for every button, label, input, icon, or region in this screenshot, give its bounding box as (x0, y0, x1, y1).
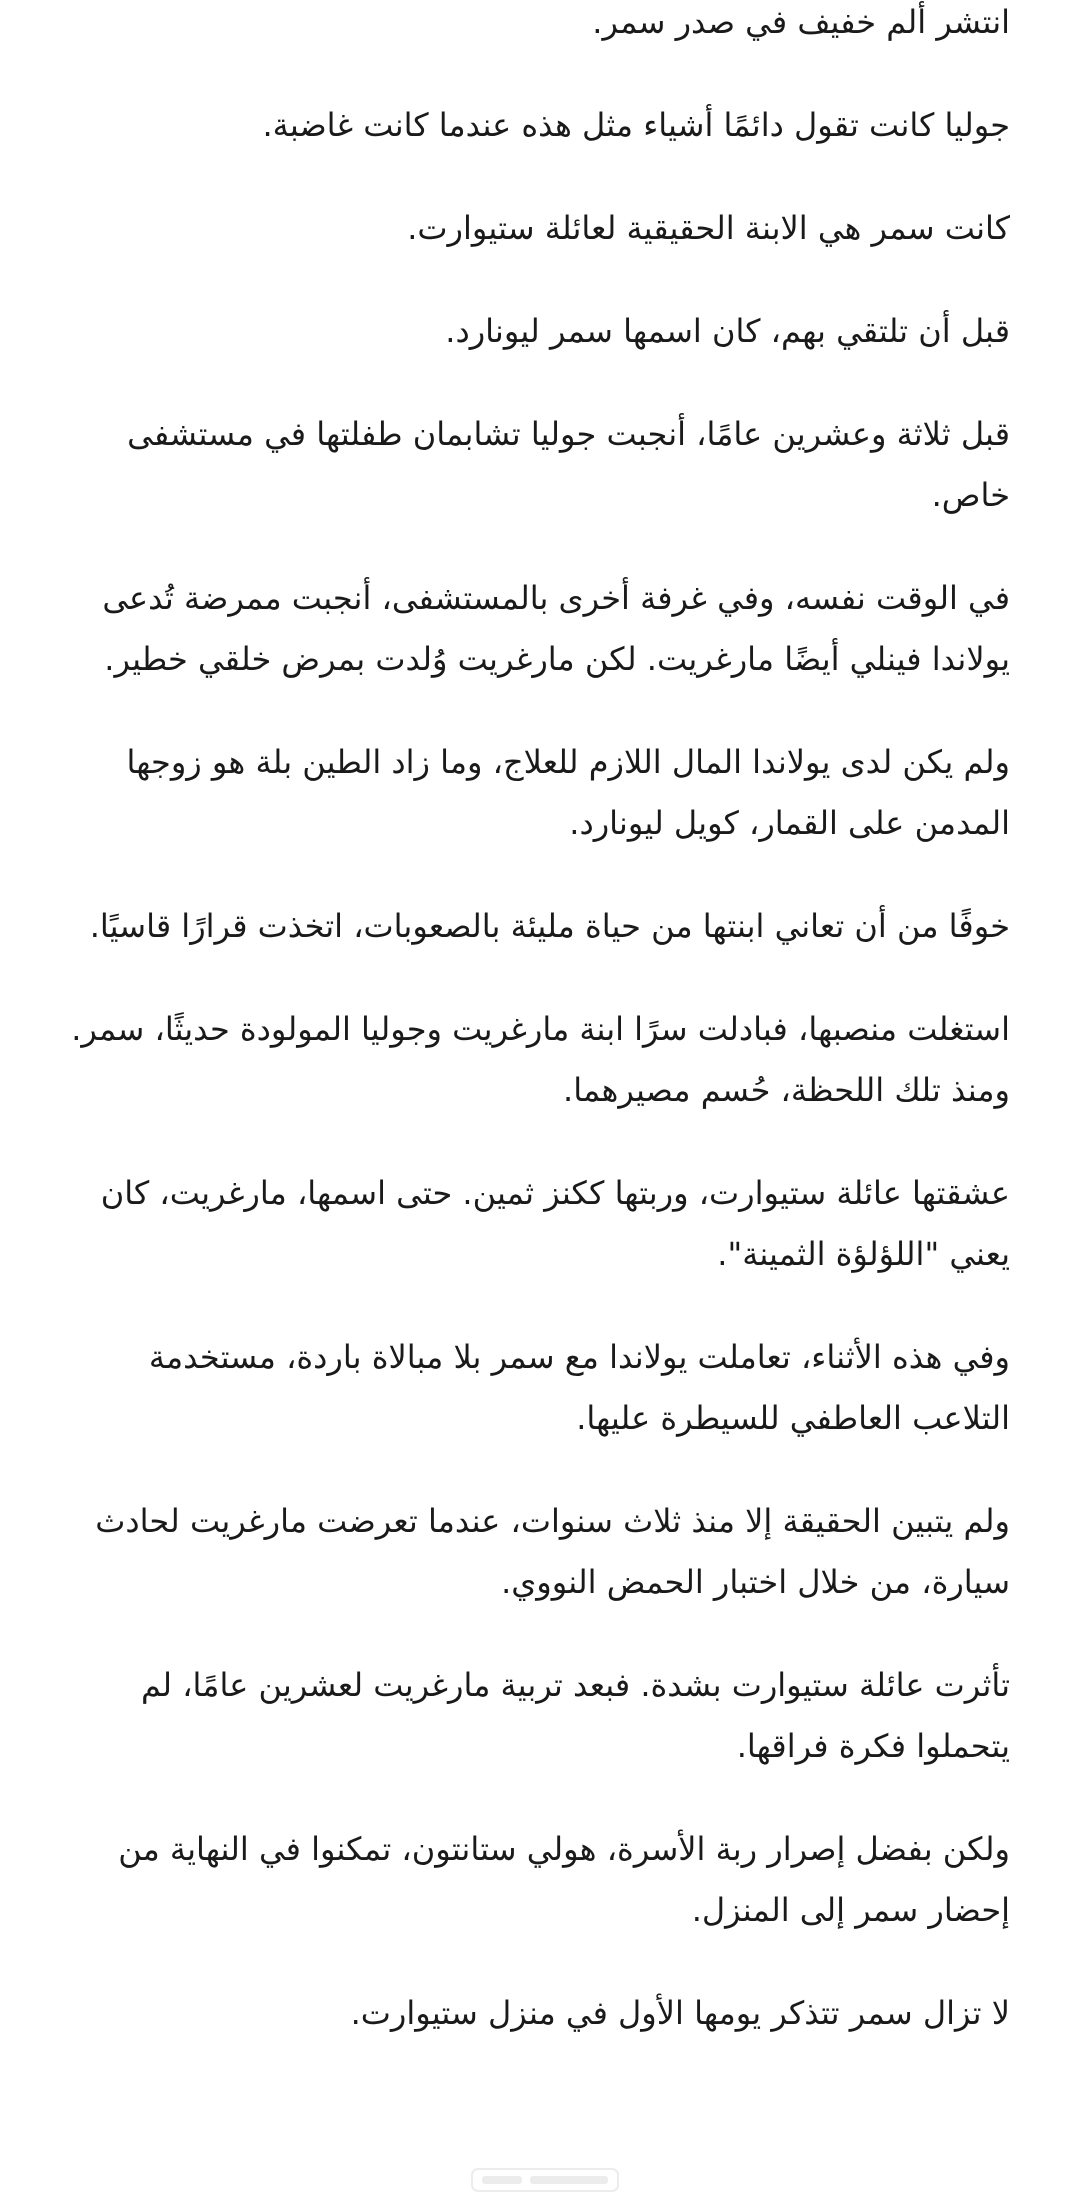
paragraph: خوفًا من أن تعاني ابنتها من حياة مليئة بالصعوبات، اتخذت قرارًا قاسيًا. (89, 907, 1010, 945)
paragraph: استغلت منصبها، فبادلت سرًا ابنة مارغريت وجوليا المولودة حديثًا، سمر. ومنذ تلك اللحظة، حُسم مصيرهما. (71, 1010, 1010, 1109)
paragraph: ولكن بفضل إصرار ربة الأسرة، هولي ستانتون، تمكنوا في النهاية من إحضار سمر إلى المنزل. (118, 1830, 1010, 1929)
paragraph: قبل أن تلتقي بهم، كان اسمها سمر ليونارد. (445, 312, 1010, 350)
paragraph: وفي هذه الأثناء، تعاملت يولاندا مع سمر بلا مبالاة باردة، مستخدمة التلاعب العاطفي للسيطرة عليها. (148, 1338, 1010, 1437)
paragraph: تأثرت عائلة ستيوارت بشدة. فبعد تربية مارغريت لعشرين عامًا، لم يتحملوا فكرة فراقها. (141, 1666, 1010, 1765)
story-text (70, 0, 1010, 2044)
paragraph: قبل ثلاثة وعشرين عامًا، أنجبت جوليا تشابمان طفلتها في مستشفى خاص. (127, 415, 1010, 514)
paragraph: ولم يكن لدى يولاندا المال اللازم للعلاج، وما زاد الطين بلة هو زوجها المدمن على القمار، كويل ليونارد. (126, 743, 1010, 842)
reading-view[interactable] (70, 0, 1010, 2204)
paragraph: انتشر ألم خفيف في صدر سمر. (592, 3, 1010, 41)
paragraph: ولم يتبين الحقيقة إلا منذ ثلاث سنوات، عندما تعرضت مارغريت لحادث سيارة، من خلال اختبار الحمض النووي. (95, 1502, 1010, 1601)
paragraph: جوليا كانت تقول دائمًا أشياء مثل هذه عندما كانت غاضبة. (262, 106, 1010, 144)
paragraph: كانت سمر هي الابنة الحقيقية لعائلة ستيوارت. (407, 209, 1010, 247)
paragraph: عشقتها عائلة ستيوارت، وربتها ككنز ثمين. حتى اسمها، مارغريت، كان يعني "اللؤلؤة الثمينة". (100, 1174, 1010, 1273)
paragraph: في الوقت نفسه، وفي غرفة أخرى بالمستشفى، أنجبت ممرضة تُدعى يولاندا فينلي أيضًا مارغريت. لكن مارغريت وُلدت بمرض خلقي خطير. (102, 579, 1010, 678)
paragraph: لا تزال سمر تتذكر يومها الأول في منزل ستيوارت. (350, 1994, 1010, 2032)
